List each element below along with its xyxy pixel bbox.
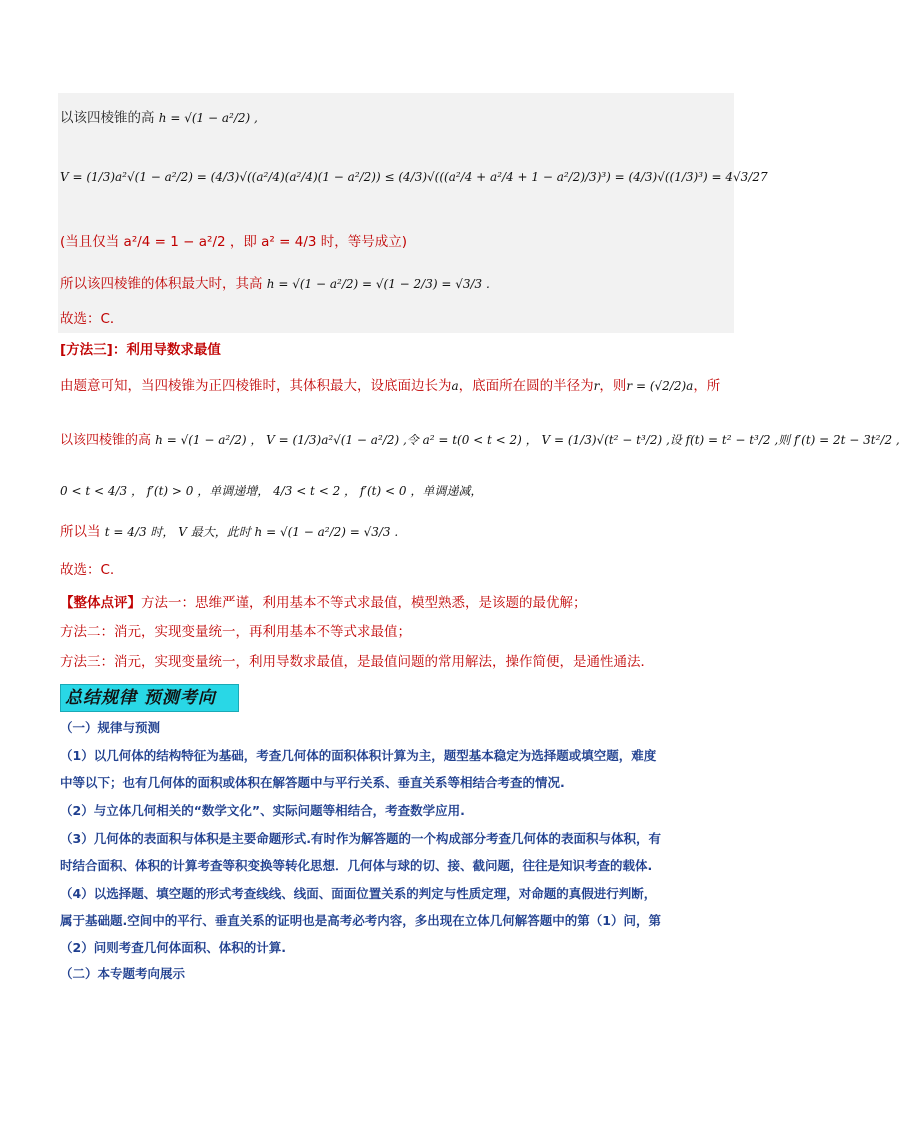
summary-badge: 总结规律 预测考向	[60, 684, 239, 712]
max-height-formula: h = √(1 − a²/2) = √(1 − 2/3) = √3/3 .	[266, 277, 490, 291]
derivative-formula: h = √(1 − a²/2) ， V = (1/3)a²√(1 − a²/2) ,令 a² = t(0 < t < 2) ， V = (1/3)√(t² − t³/2) ,设 f(t) = t² − t³/2 ,则 f′(t) = 2t − 3t²/2 ,	[155, 433, 900, 447]
review-m3: 方法三：消元，实现变量统一，利用导数求最值，是最值问题的常用解法，操作简便，是通性通法．	[60, 654, 654, 670]
summary-item-3b: 时结合面积、体积的计算考查等积变换等转化思想．几何体与球的切、接、截问题，往往是知识考查的载体.	[60, 858, 653, 873]
height-formula: h = √(1 − a²/2) ,	[158, 111, 258, 125]
height-line: 以该四棱锥的高 h = √(1 − a²/2) ,	[60, 110, 258, 126]
summary-item-1b: 中等以下；也有几何体的面积或体积在解答题中与平行关系、垂直关系等相结合考查的情况.	[60, 775, 565, 790]
review-label: 【整体点评】	[60, 595, 141, 611]
volume-inequality-formula: V = (1/3)a²√(1 − a²/2) = (4/3)√((a²/4)(a²/4)(1 − a²/2)) ≤ (4/3)√(((a²/4 + a²/4 + 1 − a²/2)/3)³) = (4/3)√((1/3)³) = 4√3/27	[60, 170, 768, 184]
method3-title: [方法三]：利用导数求最值	[60, 342, 221, 358]
shaded-solution-block	[58, 93, 734, 333]
review-m1: 【整体点评】方法一：思维严谨，利用基本不等式求最值，模型熟悉，是该题的最优解；	[60, 595, 587, 611]
method3-p3	[60, 481, 482, 501]
radius-formula: r = (√2/2)a	[626, 379, 694, 393]
summary-item-4c: （2）问则考查几何体面积、体积的计算.	[60, 940, 286, 955]
answer-line-1: 故选：C．	[60, 311, 124, 327]
monotonicity-formula: 0 < t < 4/3 ， f′(t) > 0 ，单调递增， 4/3 < t < 2 ， f′(t) < 0 ，单调递减，	[60, 484, 483, 498]
review-m2: 方法二：消元，实现变量统一，再利用基本不等式求最值；	[60, 624, 411, 640]
volume-inequality-line	[60, 167, 768, 187]
method3-p1: 由题意可知，当四棱锥为正四棱锥时，其体积最大，设底面边长为a，底面所在圆的半径为r，则r = (√2/2)a，所	[60, 378, 721, 394]
summary-item-4b: 属于基础题.空间中的平行、垂直关系的证明也是高考必考内容，多出现在立体几何解答题中的第（1）问，第	[60, 913, 661, 928]
method3-p2: 以该四棱锥的高 h = √(1 − a²/2) ， V = (1/3)a²√(1 − a²/2) ,令 a² = t(0 < t < 2) ， V = (1/3)√(t² − t³/2) ,设 f(t) = t² − t³/2 ,则 f′(t) = 2t − 3t²/2 ,	[60, 433, 900, 448]
summary-heading-1: （一）规律与预测	[60, 720, 161, 735]
equality-condition-line: (当且仅当 a²/4 = 1 − a²/2 ，即 a² = 4/3 时，等号成立)	[60, 234, 408, 250]
summary-item-3a: （3）几何体的表面积与体积是主要命题形式.有时作为解答题的一个构成部分考查几何体的表面积与体积，有	[60, 831, 661, 846]
method3-p4: 所以当 t = 4/3 时， V 最大，此时 h = √(1 − a²/2) = √3/3 .	[60, 524, 399, 540]
summary-item-2: （2）与立体几何相关的“数学文化”、实际问题等相结合，考查数学应用.	[60, 803, 465, 818]
answer-line-2: 故选：C.	[60, 562, 115, 578]
max-height-line: 所以该四棱锥的体积最大时，其高 h = √(1 − a²/2) = √(1 − 2/3) = √3/3 .	[60, 276, 490, 292]
summary-heading-2: （二）本专题考向展示	[60, 966, 186, 981]
summary-item-4a: （4）以选择题、填空题的形式考查线线、线面、面面位置关系的判定与性质定理，对命题的真假进行判断，	[60, 886, 657, 901]
summary-item-1a: （1）以几何体的结构特征为基础，考查几何体的面积体积计算为主，题型基本稳定为选择题或填空题，难度	[60, 748, 657, 763]
max-volume-formula: t = 4/3 时， V 最大，此时 h = √(1 − a²/2) = √3/3 .	[104, 525, 399, 539]
